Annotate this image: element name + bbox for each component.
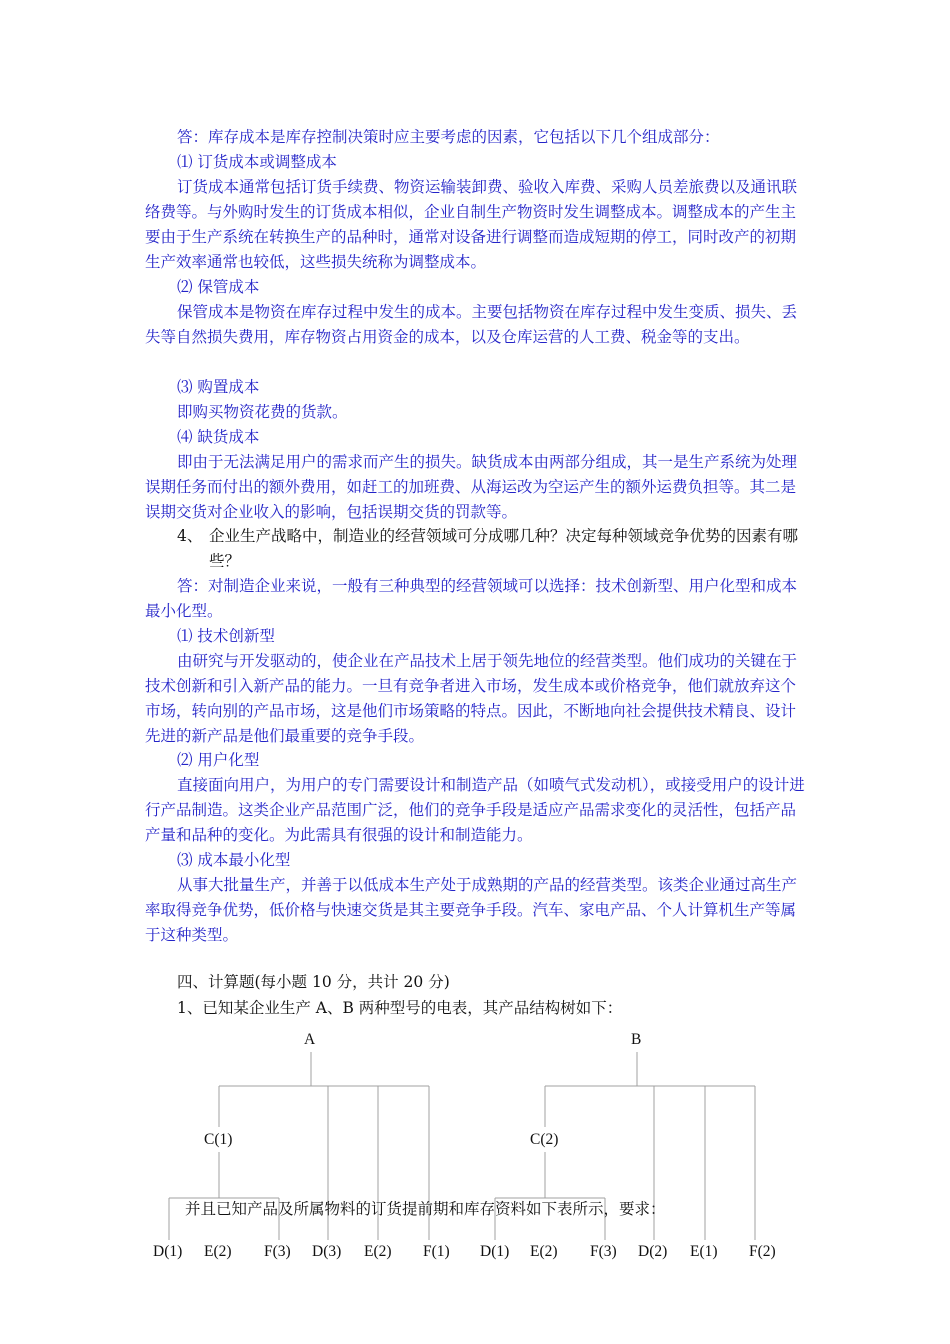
tree-a-root: A bbox=[304, 1031, 316, 1048]
tree-b-leaf: E(2) bbox=[530, 1243, 558, 1260]
tree-a-leaf: F(1) bbox=[423, 1243, 450, 1260]
purchase-cost-heading: ⑶ 购置成本 bbox=[177, 378, 260, 396]
tech-innovation-heading: ⑴ 技术创新型 bbox=[177, 627, 275, 645]
tree-b-leaf: D(1) bbox=[480, 1243, 510, 1260]
tech-innovation-body: 由研究与开发驱动的，使企业在产品技术上居于领先地位的经营类型。他们成功的关键在于技术创新和引入新产品的能力。一旦有竞争者进入市场，发生成本或价格竞争，他们就放弃这个市场，转向别的产品市场，这是他们市场策略的特点。因此，不断地向社会提供技术精良、设计先进的新产品是他们最重要的竞争手段。 bbox=[145, 652, 798, 745]
tree-a-component-c: C(1) bbox=[204, 1131, 233, 1148]
answer3-intro: 答：库存成本是库存控制决策时应主要考虑的因素，它包括以下几个组成部分： bbox=[177, 128, 720, 146]
table-intro-text: 并且已知产品及所属物料的订货提前期和库存资料如下表所示，要求： bbox=[185, 1200, 666, 1218]
cost-minimization-body: 从事大批量生产，并善于以低成本生产处于成熟期的产品的经营类型。该类企业通过高生产率取得竞争优势，低价格与快速交货是其主要竞争手段。汽车、家电产品、个人计算机生产等属于这种类型。 bbox=[145, 876, 798, 944]
shortage-cost-heading: ⑷ 缺货成本 bbox=[177, 428, 260, 446]
order-cost-body: 订货成本通常包括订货手续费、物资运输装卸费、验收入库费、采购人员差旅费以及通讯联络费等。与外购时发生的订货成本相似，企业自制生产物资时发生调整成本。调整成本的产生主要由于生产系统在转换生产的品种时，通常对设备进行调整而造成短期的停工，同时改产的初期生产效率通常也较低，这些损失统称为调整成本。 bbox=[145, 178, 798, 271]
tree-b-leaf: F(3) bbox=[590, 1243, 617, 1260]
tree-a-leaf: F(3) bbox=[264, 1243, 291, 1260]
question-4-text: 企业生产战略中，制造业的经营领域可分成哪几种？决定每种领域竞争优势的因素有哪些？ bbox=[209, 527, 799, 570]
question-4-number: 4、 bbox=[177, 527, 203, 545]
tree-b-leaf: E(1) bbox=[690, 1243, 718, 1260]
holding-cost-body: 保管成本是物资在库存过程中发生的成本。主要包括物资在库存过程中发生变质、损失、丢失等自然损失费用，库存物资占用资金的成本，以及仓库运营的人工费、税金等的支出。 bbox=[145, 303, 798, 346]
shortage-cost-body: 即由于无法满足用户的需求而产生的损失。缺货成本由两部分组成，其一是生产系统为处理误期任务而付出的额外费用，如赶工的加班费、从海运改为空运产生的额外运费负担等。其二是误期交货对企业收入的影响，包括误期交货的罚款等。 bbox=[145, 453, 798, 521]
customization-heading: ⑵ 用户化型 bbox=[177, 751, 260, 769]
tree-b-root: B bbox=[631, 1031, 642, 1048]
tree-b-leaf: F(2) bbox=[749, 1243, 776, 1260]
purchase-cost-body: 即购买物资花费的货款。 bbox=[177, 403, 348, 421]
holding-cost-heading: ⑵ 保管成本 bbox=[177, 278, 260, 296]
tree-a-leaf: E(2) bbox=[364, 1243, 392, 1260]
tree-a-leaf: E(2) bbox=[204, 1243, 232, 1260]
tree-b-component-c: C(2) bbox=[530, 1131, 559, 1148]
answer4-intro: 答：对制造企业来说，一般有三种典型的经营领域可以选择：技术创新型、用户化型和成本最小化型。 bbox=[145, 577, 798, 620]
customization-body: 直接面向用户，为用户的专门需要设计和制造产品（如喷气式发动机），或接受用户的设计进行产品制造。这类企业产品范围广泛，他们的竞争手段是适应产品需求变化的灵活性，包括产品产量和品种的变化。为此需具有很强的设计和制造能力。 bbox=[145, 776, 805, 844]
calc-question-1: 1、已知某企业生产 A、B 两种型号的电表，其产品结构树如下： bbox=[177, 999, 623, 1017]
cost-minimization-heading: ⑶ 成本最小化型 bbox=[177, 851, 291, 869]
tree-b-leaf: D(2) bbox=[638, 1243, 668, 1260]
tree-a-leaf: D(3) bbox=[312, 1243, 342, 1260]
tree-a-leaf: D(1) bbox=[153, 1243, 183, 1260]
section-4-title: 四、计算题(每小题 10 分，共计 20 分) bbox=[177, 973, 450, 991]
order-cost-heading: ⑴ 订货成本或调整成本 bbox=[177, 153, 337, 171]
